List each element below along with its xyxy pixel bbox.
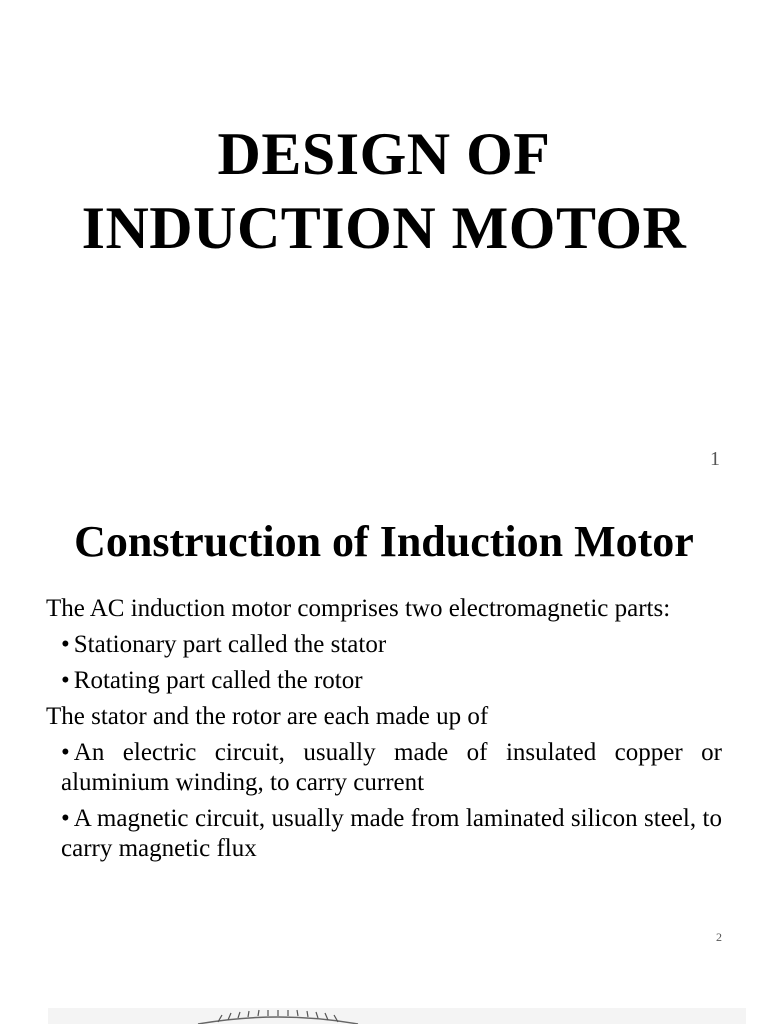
page-number-1: 1 — [710, 448, 720, 470]
bullet-item-rotor — [61, 666, 722, 696]
slide-3-partial — [48, 1008, 746, 1024]
slide-title — [0, 117, 768, 265]
bullet-item-stator — [61, 630, 722, 660]
slide-body — [46, 594, 722, 870]
bullet-text: A magnetic circuit, usually made from laminated silicon steel, to carry magnetic flux — [61, 805, 722, 862]
stator-slots-icon — [48, 1008, 746, 1024]
bullet-text: Rotating part called the rotor — [73, 667, 363, 694]
bullet-text: Stationary part called the stator — [73, 631, 387, 658]
slide-heading: Construction of Induction Motor — [74, 517, 694, 566]
intro-paragraph: The AC induction motor comprises two electromagnetic parts: — [46, 595, 671, 622]
bullet-item-magnetic-circuit — [61, 804, 722, 864]
title-line-2: INDUCTION MOTOR — [81, 195, 687, 261]
bullet-dot: • — [61, 739, 70, 766]
bullet-item-electric-circuit — [61, 738, 722, 798]
slide-2 — [0, 484, 768, 954]
title-line-1: DESIGN OF — [217, 121, 551, 187]
made-up-paragraph: The stator and the rotor are each made up of — [46, 703, 489, 730]
page-number-2: 2 — [716, 930, 722, 944]
bullet-dot: • — [61, 631, 70, 658]
bullet-dot: • — [61, 805, 70, 832]
bullet-text: An electric circuit, usually made of insulated copper or aluminium winding, to carry current — [61, 739, 722, 796]
bullet-dot: • — [61, 667, 70, 694]
slide-1 — [0, 0, 768, 484]
